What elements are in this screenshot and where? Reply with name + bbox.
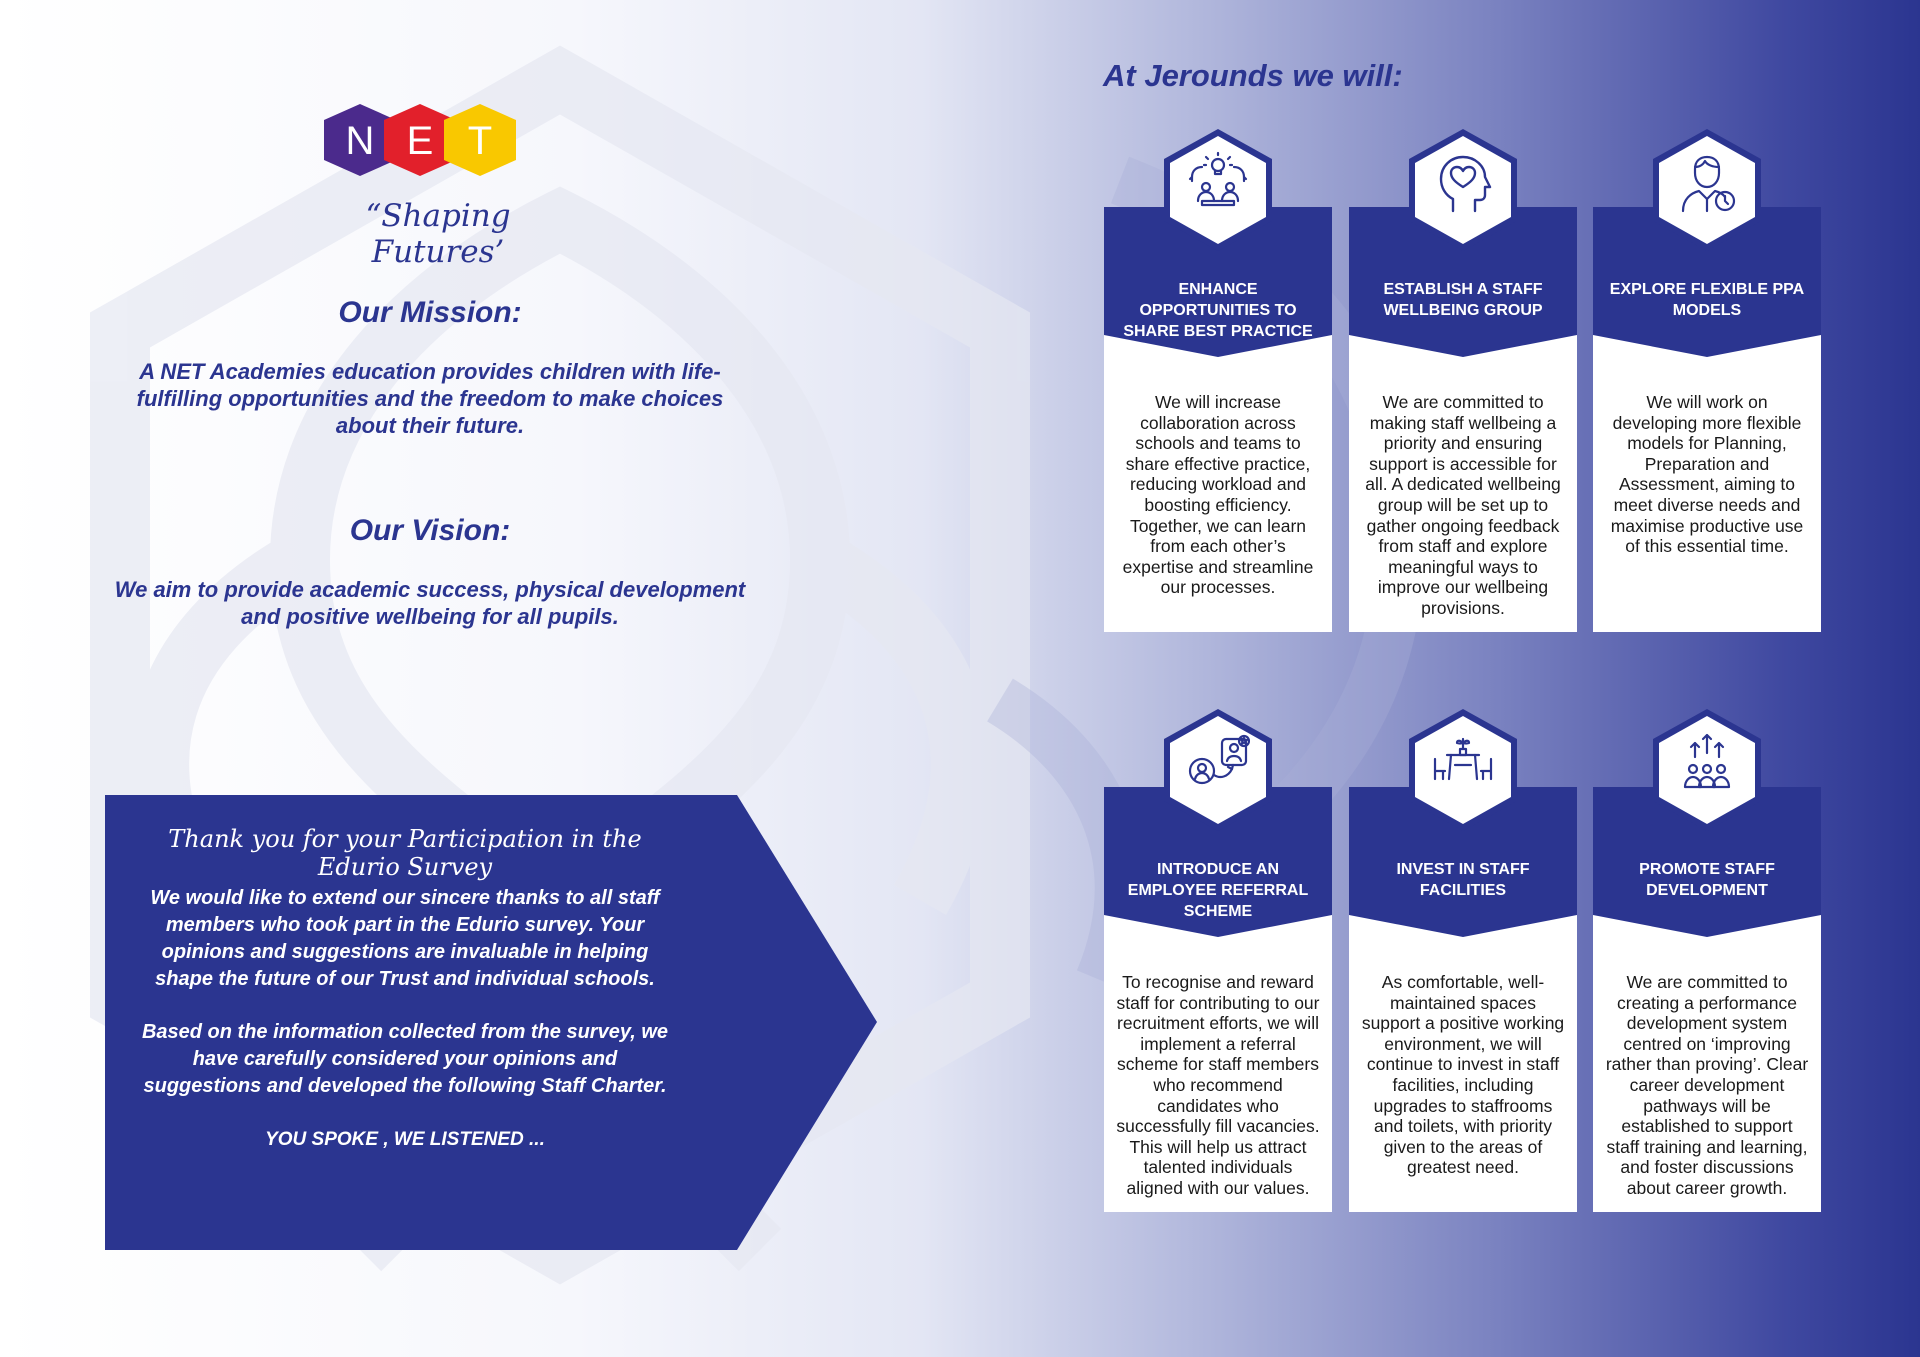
logo-letter-e: E [406, 119, 434, 163]
charter-card-1 [1104, 127, 1332, 632]
card-heading: PROMOTE STAFF DEVELOPMENT [1639, 861, 1775, 899]
team-growth-icon [1675, 731, 1739, 795]
thank-you-title: Thank you for your Participation in the Edurio Survey [168, 825, 642, 881]
card-hexagon [1651, 707, 1763, 833]
mission-heading: Our Mission: [338, 296, 522, 329]
card-heading: INVEST IN STAFF FACILITIES [1396, 861, 1530, 899]
card-hexagon [1162, 707, 1274, 833]
card-text: As comfortable, well-maintained spaces support a positive working environment, we will continue to invest in staff facilities, including upgrades to staffrooms and toilets, with priority given to the areas of greatest need. [1361, 972, 1565, 1178]
card-text: We will increase collaboration across schools and teams to share effective practice, reducing workload and boosting efficiency. Together, we can learn from each other’s expertise and streamline our processes. [1122, 392, 1314, 598]
thank-you-panel [105, 795, 880, 1250]
thank-you-paragraph-2: Based on the information collected from the survey, we have carefully considered your opinions and suggestions and developed the following Staff Charter. [141, 1021, 669, 1097]
thank-you-body [135, 885, 675, 1153]
mission-text: A NET Academies education provides children with life-fulfilling opportunities and the freedom to make choices about their future. [136, 359, 724, 438]
referral-icon [1186, 731, 1250, 795]
card-heading: EXPLORE FLEXIBLE PPA MODELS [1609, 281, 1805, 319]
collaboration-icon [1186, 151, 1250, 215]
card-heading: ENHANCE OPPORTUNITIES TO SHARE BEST PRACTICE [1123, 281, 1313, 340]
charter-card-6 [1593, 707, 1821, 1212]
card-heading: INTRODUCE AN EMPLOYEE REFERRAL SCHEME [1127, 861, 1309, 920]
vision-heading: Our Vision: [349, 514, 511, 547]
person-clock-icon [1675, 151, 1739, 215]
vision-text: We aim to provide academic success, physical development and positive wellbeing for all pupils. [114, 577, 746, 629]
charter-card-4 [1104, 707, 1332, 1212]
thank-you-paragraph-1: We would like to extend our sincere thanks to all staff members who took part in the Edurio survey. Your opinions and suggestions are invaluable in helping shape the future of our Trust and individual schools. [150, 887, 660, 990]
card-heading: ESTABLISH A STAFF WELLBEING GROUP [1383, 281, 1543, 319]
table-chairs-icon [1431, 731, 1495, 795]
thank-you-closing: YOU SPOKE , WE LISTENED ... [265, 1129, 545, 1150]
logo-tagline: “Shaping Futures’ [365, 198, 511, 270]
card-text: We will work on developing more flexible models for Planning, Preparation and Assessment, aiming to meet diverse needs and maximise productive use of this essential time. [1610, 392, 1804, 557]
card-hexagon [1407, 707, 1519, 833]
logo-letter-n: N [345, 119, 375, 163]
card-hexagon [1651, 127, 1763, 253]
head-heart-icon [1431, 151, 1495, 215]
charter-card-5 [1349, 707, 1577, 1212]
charter-card-2 [1349, 127, 1577, 632]
net-hexagons [318, 98, 558, 198]
card-hexagon [1407, 127, 1519, 253]
card-text: We are committed to creating a performance development system centred on ‘improving rather than proving’. Clear career development pathways will be established to support staff training and learning, and foster discussions about career growth. [1605, 972, 1809, 1198]
card-text: To recognise and reward staff for contributing to our recruitment efforts, we will implement a referral scheme for staff members who recommend candidates who successfully fill vacancies. This will help us attract talented individuals aligned with our values. [1116, 972, 1320, 1198]
net-logo [318, 98, 558, 270]
card-hexagon [1162, 127, 1274, 253]
logo-letter-t: T [467, 119, 493, 163]
card-text: We are committed to making staff wellbeing a priority and ensuring support is accessible for all. A dedicated wellbeing group will be set up to gather ongoing feedback from staff and explore meaningful ways to improve our wellbeing provisions. [1365, 392, 1561, 618]
charter-card-3 [1593, 127, 1821, 632]
charter-title: At Jerounds we will: [1103, 58, 1403, 93]
